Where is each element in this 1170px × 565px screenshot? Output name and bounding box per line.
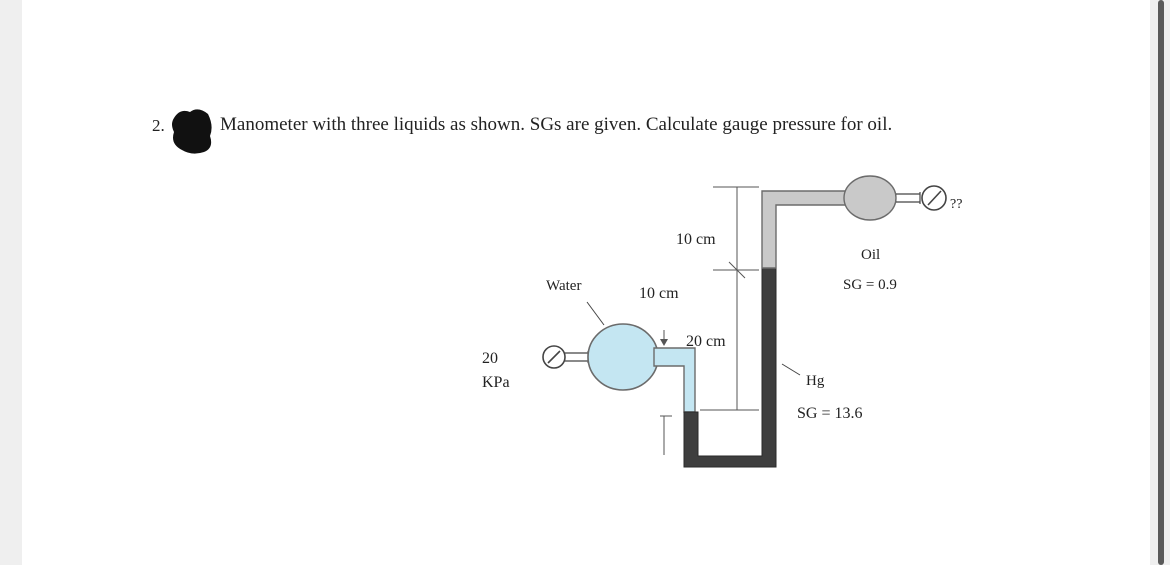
dimension-upper-label: 10 cm — [676, 231, 716, 248]
hg-label: Hg — [806, 373, 825, 389]
dimension-middle-label: 10 cm — [639, 285, 679, 302]
water-bulb — [588, 324, 658, 390]
oil-tank — [844, 176, 896, 220]
left-gauge-unit: KPa — [482, 374, 510, 391]
water-pipe — [654, 348, 695, 412]
water-leader-line — [587, 302, 604, 325]
hg-leader-line — [782, 364, 800, 375]
oil-label: Oil — [861, 247, 881, 263]
water-label: Water — [546, 278, 582, 294]
dimension-lines — [660, 187, 759, 455]
question-text: Manometer with three liquids as shown. SGs are given. Calculate gauge pressure for oil. — [220, 114, 893, 135]
mercury-u-tube — [684, 268, 776, 467]
left-pressure-gauge — [543, 346, 588, 368]
question-number: 2. — [152, 116, 165, 135]
oil-sg-label: SG = 0.9 — [843, 277, 897, 293]
dimension-lower-label: 20 cm — [686, 333, 726, 350]
arrow-head — [660, 339, 668, 346]
left-gauge-value: 20 — [482, 350, 498, 367]
unknown-pressure-label: ?? — [950, 197, 963, 212]
oil-pipe — [762, 191, 852, 268]
hg-sg-label: SG = 13.6 — [797, 405, 863, 422]
right-pressure-gauge — [896, 186, 946, 210]
